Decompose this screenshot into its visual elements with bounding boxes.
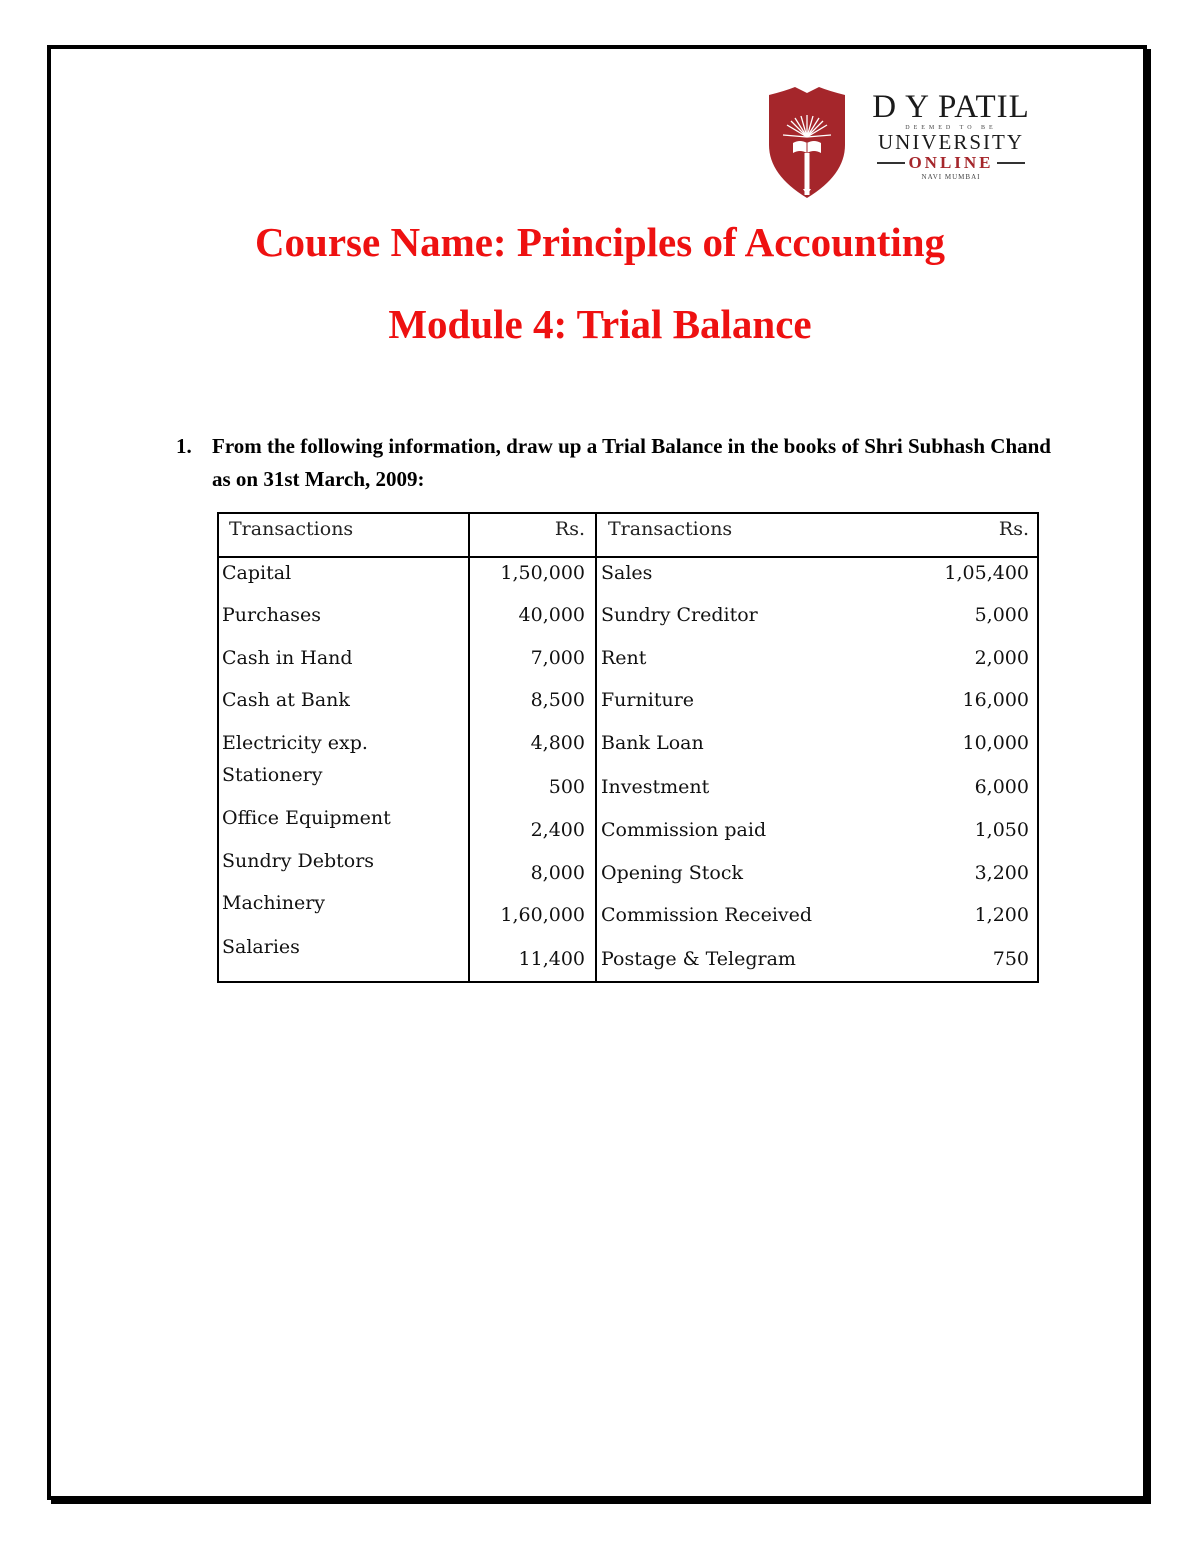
logo-location: NAVI MUMBAI <box>921 173 981 181</box>
transaction-right: Opening Stock <box>601 862 743 884</box>
table-row <box>219 645 1037 688</box>
university-logo-text <box>866 90 1036 182</box>
question <box>176 430 1066 496</box>
table-row <box>219 934 1037 977</box>
amount-left: 4,800 <box>530 732 585 754</box>
module-title: Module 4: Trial Balance <box>388 301 812 347</box>
header-rs-right: Rs. <box>998 518 1029 540</box>
amount-right: 2,000 <box>974 647 1029 669</box>
amount-right: 16,000 <box>962 689 1029 711</box>
logo-name: D Y PATIL <box>872 89 1030 125</box>
table-row <box>219 560 1037 603</box>
transaction-right: Commission Received <box>601 904 813 926</box>
amount-right: 10,000 <box>962 732 1029 754</box>
transaction-left: Capital <box>222 562 292 584</box>
logo-deemed: DEEMED TO BE <box>905 125 997 131</box>
transaction-right: Commission paid <box>601 819 767 841</box>
transaction-right: Sundry Creditor <box>601 604 758 626</box>
amount-right: 5,000 <box>974 604 1029 626</box>
transaction-left: Sundry Debtors <box>222 850 375 872</box>
amount-left: 11,400 <box>518 948 585 970</box>
transaction-left: Cash in Hand <box>222 647 353 669</box>
table-row <box>219 890 1037 933</box>
transaction-left: Salaries <box>222 936 300 958</box>
transaction-left: Stationery <box>222 764 323 786</box>
transaction-right: Investment <box>601 776 710 798</box>
transaction-left: Electricity exp. <box>222 732 368 754</box>
header-transactions-left: Transactions <box>229 518 354 540</box>
question-text: From the following information, draw up a Trial Balance in the books of Shri Subhash Chand as on 31st March, 2009: <box>212 434 1051 491</box>
amount-right: 1,05,400 <box>944 562 1029 584</box>
course-title: Course Name: Principles of Accounting <box>254 219 946 265</box>
table-row <box>219 848 1037 891</box>
amount-right: 750 <box>992 948 1029 970</box>
amount-right: 6,000 <box>974 776 1029 798</box>
trial-balance-table <box>217 512 1039 983</box>
transaction-right: Rent <box>601 647 647 669</box>
amount-left: 1,50,000 <box>500 562 585 584</box>
transaction-right: Sales <box>601 562 653 584</box>
transaction-right: Postage & Telegram <box>601 948 796 970</box>
transaction-right: Furniture <box>601 689 695 711</box>
transaction-left: Machinery <box>222 892 326 914</box>
logo-divider <box>877 162 905 164</box>
amount-right: 1,200 <box>974 904 1029 926</box>
amount-left: 40,000 <box>518 604 585 626</box>
amount-right: 3,200 <box>974 862 1029 884</box>
logo-online: ONLINE <box>908 153 994 172</box>
amount-right: 1,050 <box>974 819 1029 841</box>
transaction-right: Bank Loan <box>601 732 704 754</box>
transaction-left: Cash at Bank <box>222 689 350 711</box>
amount-left: 8,500 <box>530 689 585 711</box>
transaction-left: Purchases <box>222 604 322 626</box>
question-number: 1. <box>176 434 192 458</box>
table-row <box>219 805 1037 848</box>
logo-online-row <box>866 154 1036 172</box>
logo-divider <box>997 162 1025 164</box>
header-rs-left: Rs. <box>554 518 585 540</box>
header-transactions-right: Transactions <box>608 518 733 540</box>
table-header <box>219 514 1037 558</box>
transaction-left: Office Equipment <box>222 807 391 829</box>
amount-left: 1,60,000 <box>500 904 585 926</box>
amount-left: 8,000 <box>530 862 585 884</box>
logo-university: UNIVERSITY <box>878 130 1024 154</box>
table-row <box>219 602 1037 645</box>
amount-left: 7,000 <box>530 647 585 669</box>
amount-left: 500 <box>548 776 585 798</box>
table-row <box>219 762 1037 805</box>
table-row <box>219 687 1037 730</box>
amount-left: 2,400 <box>530 819 585 841</box>
